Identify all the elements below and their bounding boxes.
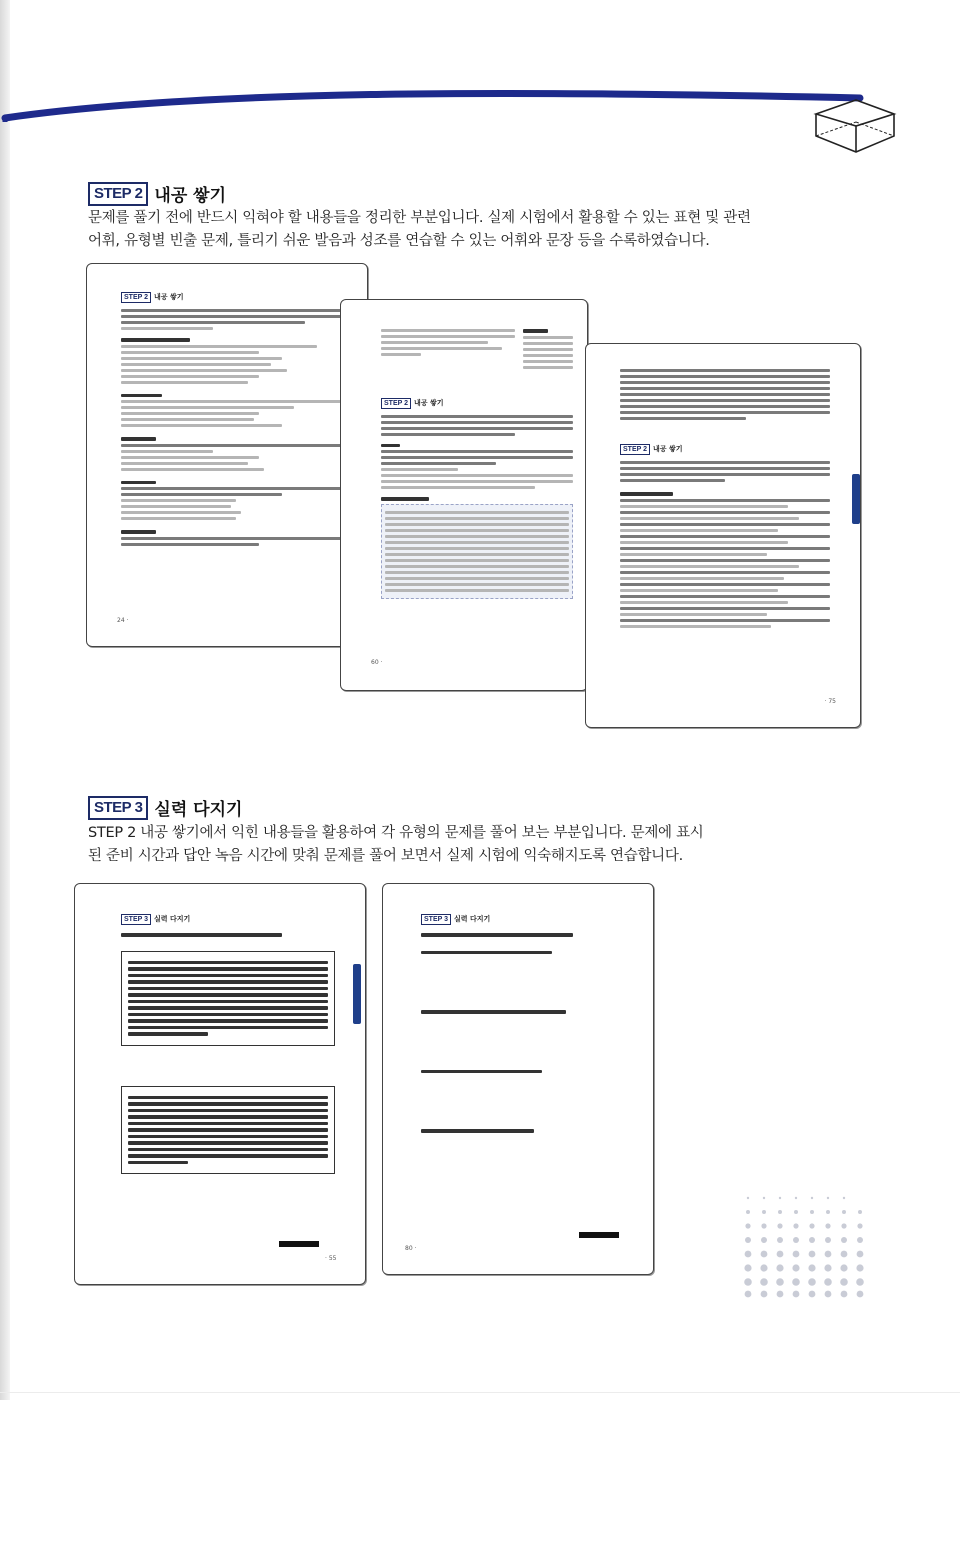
step2-description bbox=[88, 207, 768, 253]
thumb-title: 내공 쌓기 bbox=[414, 398, 444, 407]
question-box-2 bbox=[121, 1086, 335, 1175]
thumb-badge: STEP 2 bbox=[620, 444, 650, 455]
cube-icon bbox=[812, 96, 898, 156]
step3-badge: STEP 3 bbox=[88, 796, 148, 820]
step3-desc-line2: 된 준비 시간과 답안 녹음 시간에 맞춰 문제를 풀어 보면서 실제 시험에 익숙해지도록 연습합니다. bbox=[88, 848, 683, 864]
thumb-page-number: · 75 bbox=[824, 698, 836, 705]
thumb-badge: STEP 2 bbox=[381, 398, 411, 409]
step3-title: 실력 다지기 bbox=[154, 800, 243, 820]
step2-desc-line1: 문제를 풀기 전에 반드시 익혀야 할 내용들을 정리한 부분입니다. 실제 시험에서 활용할 수 있는 표현 및 관련 bbox=[88, 210, 751, 226]
thumb-title: 실력 다지기 bbox=[454, 915, 491, 923]
thumb-page-number: 80 · bbox=[405, 1245, 417, 1252]
question-box-1 bbox=[121, 951, 335, 1046]
timer-bar-thumbnail bbox=[579, 1232, 619, 1238]
thumb-title: 내공 쌓기 bbox=[154, 293, 184, 301]
thumb-badge: STEP 3 bbox=[421, 914, 451, 925]
thumb-badge: STEP 2 bbox=[121, 292, 151, 303]
thumbnail-page-step2-b bbox=[340, 299, 588, 691]
thumb-page-number: · 55 bbox=[325, 1255, 337, 1262]
thumb-title: 실력 다지기 bbox=[154, 915, 191, 923]
step3-description bbox=[88, 822, 768, 868]
step2-heading bbox=[88, 181, 226, 206]
step2-badge: STEP 2 bbox=[88, 182, 148, 206]
thumb-page-number: 60 · bbox=[371, 659, 383, 666]
scan-shadow-edge bbox=[0, 0, 10, 1400]
vocab-table-thumbnail bbox=[381, 504, 573, 599]
thumb-badge: STEP 3 bbox=[121, 914, 151, 925]
thumbnail-page-step3-a bbox=[74, 883, 366, 1285]
section-side-tab bbox=[852, 474, 860, 524]
thumb-page-number: 24 · bbox=[117, 617, 129, 624]
step2-title: 내공 쌓기 bbox=[154, 186, 227, 206]
timer-bar-thumbnail bbox=[279, 1241, 319, 1247]
dot-pattern-decoration bbox=[742, 1190, 872, 1300]
thumbnail-page-step3-b bbox=[382, 883, 654, 1275]
thumb-title: 내공 쌓기 bbox=[653, 445, 683, 453]
step3-heading bbox=[88, 795, 242, 820]
thumbnail-page-step2-a bbox=[86, 263, 368, 647]
thumbnail-page-step2-c bbox=[585, 343, 861, 728]
page-bottom-edge bbox=[0, 1392, 960, 1393]
section-side-tab bbox=[353, 964, 361, 1024]
step3-desc-line1: STEP 2 내공 쌓기에서 익힌 내용들을 활용하여 각 유형의 문제를 풀어 보는 부분입니다. 문제에 표시 bbox=[88, 825, 704, 841]
step2-desc-line2: 어휘, 유형별 빈출 문제, 틀리기 쉬운 발음과 성조를 연습할 수 있는 어휘와 문장 등을 수록하였습니다. bbox=[88, 233, 710, 249]
